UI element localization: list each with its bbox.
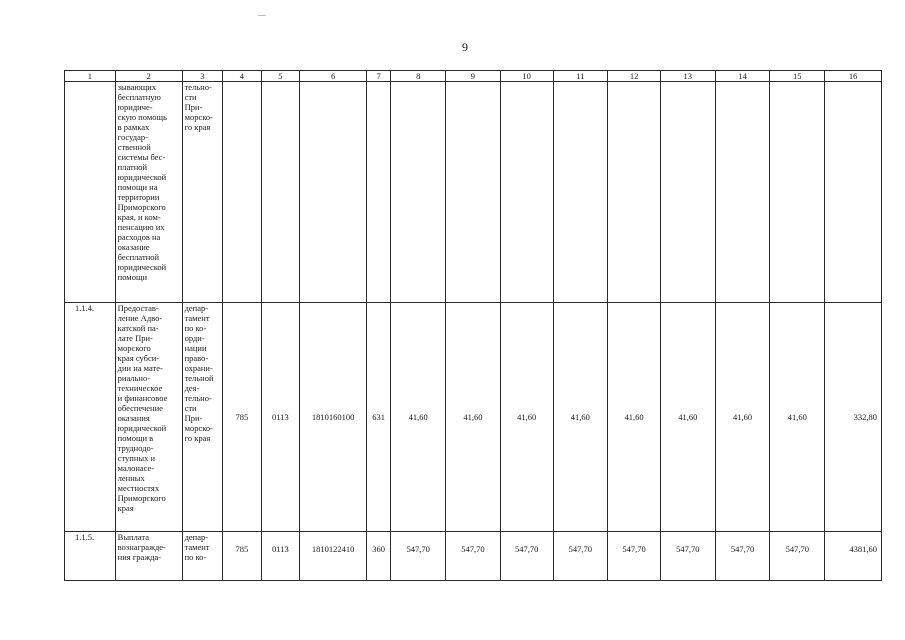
column-header: 3: [182, 71, 223, 82]
column-header: 15: [770, 71, 825, 82]
table-header-row: [65, 71, 882, 82]
description-cell: Выплата вознагражде- ния гражда-: [115, 532, 182, 581]
table-cell: 41,60: [391, 303, 446, 532]
column-header: 14: [715, 71, 770, 82]
table-row: [65, 82, 882, 303]
table-cell: 332,80: [825, 303, 882, 532]
table-cell: [223, 82, 262, 303]
table-cell: [660, 82, 715, 303]
column-header: 2: [115, 71, 182, 82]
column-header: 13: [660, 71, 715, 82]
table-cell: 41,60: [715, 303, 770, 532]
page-number: 9: [462, 40, 468, 54]
column-header: 8: [391, 71, 446, 82]
table-cell: 547,70: [446, 532, 501, 581]
table-cell: 547,70: [715, 532, 770, 581]
table-cell: 785: [223, 532, 262, 581]
table-cell: 547,70: [391, 532, 446, 581]
executor-cell: тельно- сти При- морско- го края: [182, 82, 223, 303]
table-cell: [770, 82, 825, 303]
table-cell: [391, 82, 446, 303]
table-cell: [261, 82, 300, 303]
table-row: [65, 303, 882, 532]
table-cell: [608, 82, 661, 303]
table-cell: 41,60: [608, 303, 661, 532]
column-header: 9: [446, 71, 501, 82]
table-cell: 547,70: [608, 532, 661, 581]
column-header: 11: [553, 71, 608, 82]
scan-artifact: [258, 15, 266, 16]
column-header: 12: [608, 71, 661, 82]
table-cell: 41,60: [446, 303, 501, 532]
table-cell: 547,70: [500, 532, 553, 581]
row-number-cell: 1.1.5.: [65, 532, 116, 581]
table-cell: 0113: [261, 303, 300, 532]
budget-table: [64, 70, 882, 581]
table-cell: [500, 82, 553, 303]
table-cell: 0113: [261, 532, 300, 581]
executor-cell: депар- тамент по ко- орди- нации право- охрани- тельной дея- тельно- сти При- морско- го края: [182, 303, 223, 532]
column-header: 16: [825, 71, 882, 82]
table-cell: 547,70: [660, 532, 715, 581]
table-cell: [715, 82, 770, 303]
column-header: 4: [223, 71, 262, 82]
description-cell: зывающих бесплатную юридиче- скую помощь в рамках государ- ственной системы бес- платной юридической помощи на территории Приморского края, и ком- пенсацию их расходов на оказание бесплатной юридической помощи: [115, 82, 182, 303]
table-row: [65, 532, 882, 581]
table-cell: [367, 82, 391, 303]
column-header: 5: [261, 71, 300, 82]
table-cell: 360: [367, 532, 391, 581]
table-cell: [553, 82, 608, 303]
executor-cell: депар- тамент по ко-: [182, 532, 223, 581]
table-cell: 547,70: [553, 532, 608, 581]
column-header: 6: [300, 71, 367, 82]
table-cell: 785: [223, 303, 262, 532]
row-number-cell: 1.1.4.: [65, 303, 116, 532]
table-cell: 41,60: [660, 303, 715, 532]
column-header: 1: [65, 71, 116, 82]
table-cell: 1810160100: [300, 303, 367, 532]
table-cell: [300, 82, 367, 303]
description-cell: Предостав- ление Адво- катской па- лате При- морского края субси- дии на мате- риально- техническое и финансовое обеспечение оказания юридической помощи в труднодо- ступных и малонасе- ленных местностях Приморского края: [115, 303, 182, 532]
table-cell: 1810122410: [300, 532, 367, 581]
row-number-cell: [65, 82, 116, 303]
table-cell: 631: [367, 303, 391, 532]
table-cell: 4381,60: [825, 532, 882, 581]
table-cell: 547,70: [770, 532, 825, 581]
table-cell: [446, 82, 501, 303]
column-header: 10: [500, 71, 553, 82]
column-header: 7: [367, 71, 391, 82]
table-cell: 41,60: [770, 303, 825, 532]
table-cell: 41,60: [500, 303, 553, 532]
table-cell: [825, 82, 882, 303]
table-cell: 41,60: [553, 303, 608, 532]
